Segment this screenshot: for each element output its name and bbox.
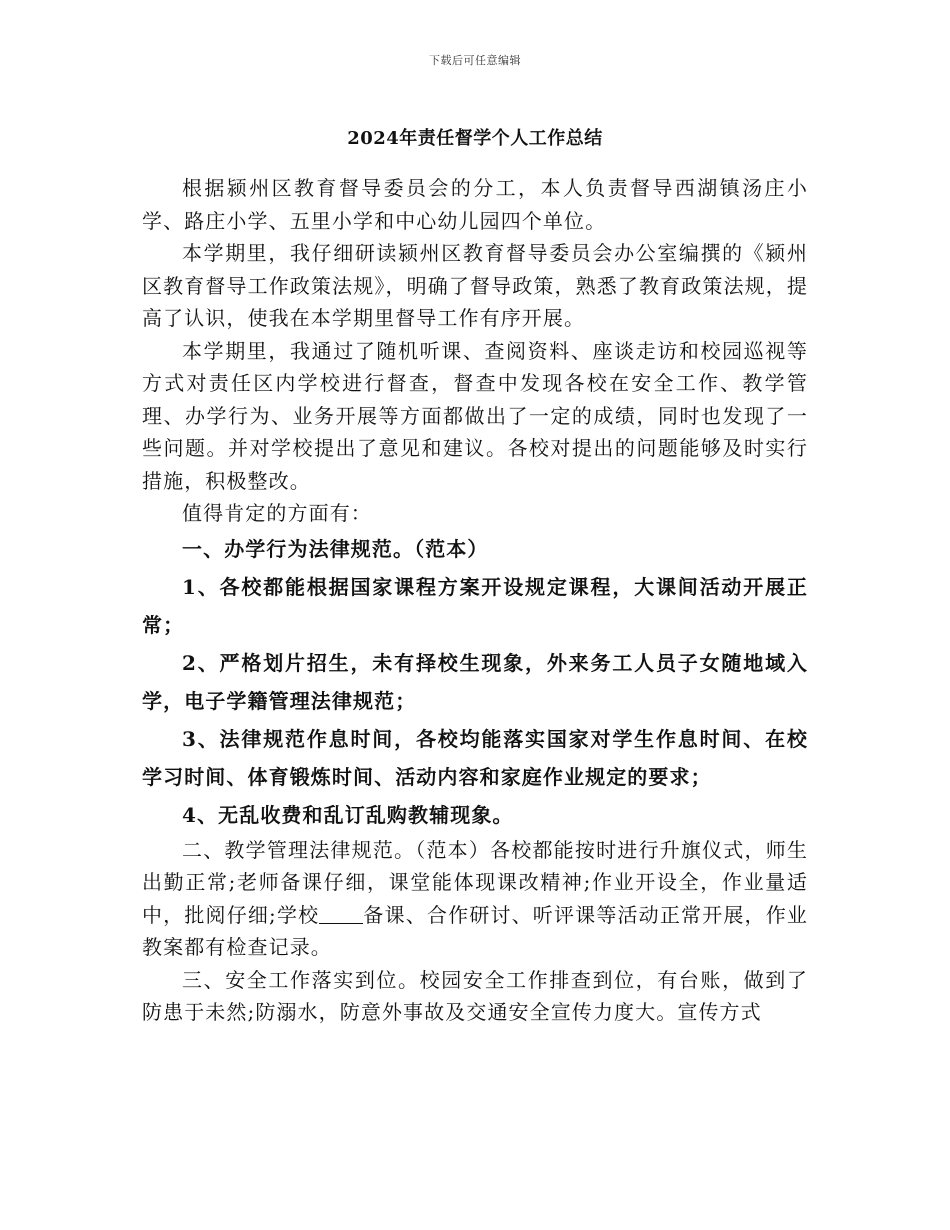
paragraph-2: 本学期里，我仔细研读颍州区教育督导委员会办公室编撰的《颍州区教育督导工作政策法规》，明确了督导政策，熟悉了教育政策法规，提高了认识，使我在本学期里督导工作有序开展。 <box>142 241 808 330</box>
paragraph-5-part-b: 备课、合作研讨、听评课等活动正常开展，作业教案都有检查记录。 <box>142 902 809 959</box>
document-title: 2024年责任督学个人工作总结 <box>347 128 603 149</box>
bold-item-3: 3、法律规范作息时间，各校均能落实国家对学生作息时间、在校学习时间、体育锻炼时间、活动内容和家庭作业规定的要求； <box>142 726 808 789</box>
document-body <box>142 172 808 1029</box>
bold-item-2: 2、严格划片招生，未有择校生现象，外来务工人员子女随地域入学，电子学籍管理法律规范； <box>142 650 808 713</box>
bold-item-4: 4、无乱收费和乱订乱购教辅现象。 <box>182 802 514 827</box>
header-note: 下载后可任意编辑 <box>429 54 521 67</box>
paragraph-6: 三、安全工作落实到位。校园安全工作排查到位，有台账，做到了防患于未然;防溺水，防意外事故及交通安全宣传力度大。宣传方式 <box>142 967 808 1024</box>
paragraph-5 <box>142 834 808 964</box>
paragraph-1: 根据颍州区教育督导委员会的分工，本人负责督导西湖镇汤庄小学、路庄小学、五里小学和中心幼儿园四个单位。 <box>142 176 808 233</box>
paragraph-4: 值得肯定的方面有： <box>182 501 372 525</box>
paragraph-5-part-a: 二、教学管理法律规范。（范本）各校都能按时进行升旗仪式，师生出勤正常;老师备课仔细，课堂能体现课改精神;作业开设全，作业量适中，批阅仔细;学校 <box>142 837 808 927</box>
paragraph-3: 本学期里，我通过了随机听课、查阅资料、座谈走访和校园巡视等方式对责任区内学校进行督查，督查中发现各校在安全工作、教学管理、办学行为、业务开展等方面都做出了一定的成绩，同时也发现了一些问题。并对学校提出了意见和建议。各校对提出的问题能够及时实行措施，积极整改。 <box>142 338 808 493</box>
blank-underline <box>319 905 363 924</box>
section-heading-1: 一、办学行为法律规范。（范本） <box>182 536 489 561</box>
bold-item-1: 1、各校都能根据国家课程方案开设规定课程，大课间活动开展正常； <box>142 574 808 637</box>
